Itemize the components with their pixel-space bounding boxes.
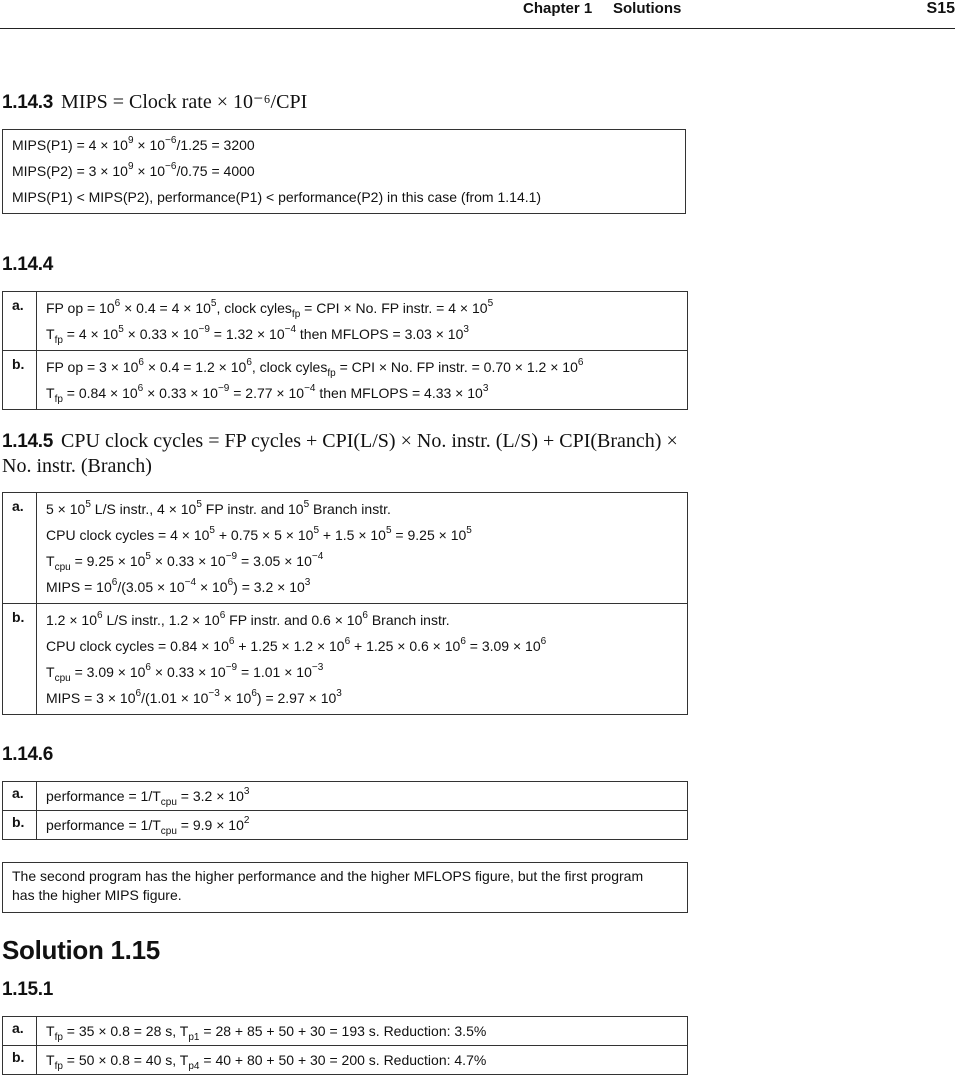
row-label: b. <box>3 811 37 840</box>
section-title-continued: No. instr. (Branch) <box>2 455 152 477</box>
section-1-14-4-heading <box>2 254 53 276</box>
row-label: b. <box>3 1046 37 1075</box>
row-label: a. <box>3 782 37 811</box>
section-1-14-5-table <box>2 492 688 715</box>
conclusion-note <box>2 862 688 913</box>
section-1-14-5-heading <box>2 430 678 453</box>
row-content <box>37 604 688 715</box>
section-number: 1.14.5 <box>2 431 54 452</box>
table-row <box>3 811 688 840</box>
section-1-15-1-heading <box>2 979 53 1001</box>
answer-line: FP op = $3 \times 10^6 \times 0.4 = 1.2 \times 10^6$, clock cyles$_{fp}$ = CPI × No. FP instr. = $0.70 \times 1.2 \times 10^6$ <box>46 357 584 379</box>
row-label: a. <box>3 493 37 604</box>
row-content <box>37 811 688 840</box>
section-number: 1.14.4 <box>2 254 54 275</box>
header-page-number: S15 <box>926 0 955 17</box>
answer-line: CPU clock cycles = $0.84 \times 10^6 + 1.25 \times 1.2 \times 10^6 + 1.25 \times 0.6 \times 10^6 = 3.09 \times 10^6$ <box>46 636 547 654</box>
answer-line: $T_{cpu} = 3.09 \times 10^6 \times 0.33 \times 10^{-9} = 1.01 \times 10^{-3}$ <box>46 662 324 684</box>
answer-line: $T_{fp} = 4 \times 10^5 \times 0.33 \times 10^{-9} = 1.32 \times 10^{-4}$ then MFLOPS = $3.03 \times 10^3$ <box>46 324 469 346</box>
table-row <box>3 604 688 715</box>
page-header <box>0 0 955 29</box>
table-row <box>3 782 688 811</box>
section-1-14-6-heading <box>2 744 53 766</box>
answer-line: performance = $1/T_{cpu} = 3.2 \times 10^3$ <box>46 786 250 808</box>
row-label: b. <box>3 351 37 410</box>
section-number: 1.14.3 <box>2 92 54 113</box>
section-1-14-3-box <box>2 129 686 214</box>
section-title: MIPS = Clock rate × 10⁻⁶/CPI <box>61 91 308 113</box>
answer-line: $T_{fp} = 0.84 \times 10^6 \times 0.33 \times 10^{-9} = 2.77 \times 10^{-4}$ then MFLOPS = $4.33 \times 10^3$ <box>46 383 489 405</box>
table-row <box>3 493 688 604</box>
table-row <box>3 292 688 351</box>
answer-line: $T_{cpu} = 9.25 \times 10^5 \times 0.33 \times 10^{-9} = 3.05 \times 10^{-4}$ <box>46 551 324 573</box>
answer-line: $T_{fp} = 50 \times 0.8 = 40$ s, $T_{p4} = 40 + 80 + 50 + 30 = 200$ s. Reduction: 4.7% <box>46 1052 487 1072</box>
row-label: b. <box>3 604 37 715</box>
section-1-15-1-table <box>2 1016 688 1075</box>
row-content <box>37 782 688 811</box>
section-1-14-3-heading <box>2 89 307 114</box>
table-row <box>3 1017 688 1046</box>
section-1-14-6-table <box>2 781 688 840</box>
answer-line: $1.2 \times 10^6$ L/S instr., $1.2 \times 10^6$ FP instr. and $0.6 \times 10^6$ Branch instr. <box>46 610 450 628</box>
table-row <box>3 1046 688 1075</box>
header-section: Solutions <box>613 0 682 17</box>
row-label: a. <box>3 292 37 351</box>
row-content <box>37 351 688 410</box>
answer-line: MIPS = $3 \times 10^6/(1.01 \times 10^{-3} \times 10^6) = 2.97 \times 10^3$ <box>46 688 342 706</box>
answer-line: MIPS(P1) < MIPS(P2), performance(P1) < performance(P2) in this case (from 1.14.1) <box>12 189 542 205</box>
answer-line: FP op = $10^6 \times 0.4 = 4 \times 10^5$, clock cyles$_{fp}$ = CPI × No. FP instr. = $4 \times 10^5$ <box>46 298 494 320</box>
answer-line: MIPS(P1) = $4 \times 10^9 \times 10^{-6}/1.25 = 3200$ <box>12 135 255 153</box>
header-chapter: Chapter 1 <box>523 0 593 17</box>
section-1-14-5-heading-cont <box>2 455 152 478</box>
answer-line: $5 \times 10^5$ L/S instr., $4 \times 10^5$ FP instr. and $10^5$ Branch instr. <box>46 499 391 517</box>
table-row <box>3 351 688 410</box>
answer-line: CPU clock cycles = $4 \times 10^5 + 0.75 \times 5 \times 10^5 + 1.5 \times 10^5 = 9.25 \times 10^5$ <box>46 525 472 543</box>
row-content <box>37 493 688 604</box>
row-content <box>37 1046 688 1075</box>
answer-line: $T_{fp} = 35 \times 0.8 = 28$ s, $T_{p1} = 28 + 85 + 50 + 30 = 193$ s. Reduction: 3.5% <box>46 1023 487 1043</box>
row-label: a. <box>3 1017 37 1046</box>
answer-line: performance = $1/T_{cpu} = 9.9 \times 10^2$ <box>46 815 250 837</box>
note-line: has the higher MIPS figure. <box>12 887 182 903</box>
answer-line: MIPS = $10^6/(3.05 \times 10^{-4} \times 10^6) = 3.2 \times 10^3$ <box>46 577 311 595</box>
note-line: The second program has the higher performance and the higher MFLOPS figure, but the first program <box>12 868 644 884</box>
section-number: 1.15.1 <box>2 979 54 1000</box>
section-number: 1.14.6 <box>2 744 54 765</box>
solution-1-15-heading: Solution 1.15 <box>2 935 160 965</box>
section-1-14-4-table <box>2 291 688 410</box>
row-content <box>37 1017 688 1046</box>
section-title: CPU clock cycles = FP cycles + CPI(L/S) × No. instr. (L/S) + CPI(Branch) × <box>61 430 678 452</box>
answer-line: MIPS(P2) = $3 \times 10^9 \times 10^{-6}/0.75 = 4000$ <box>12 161 255 179</box>
row-content <box>37 292 688 351</box>
